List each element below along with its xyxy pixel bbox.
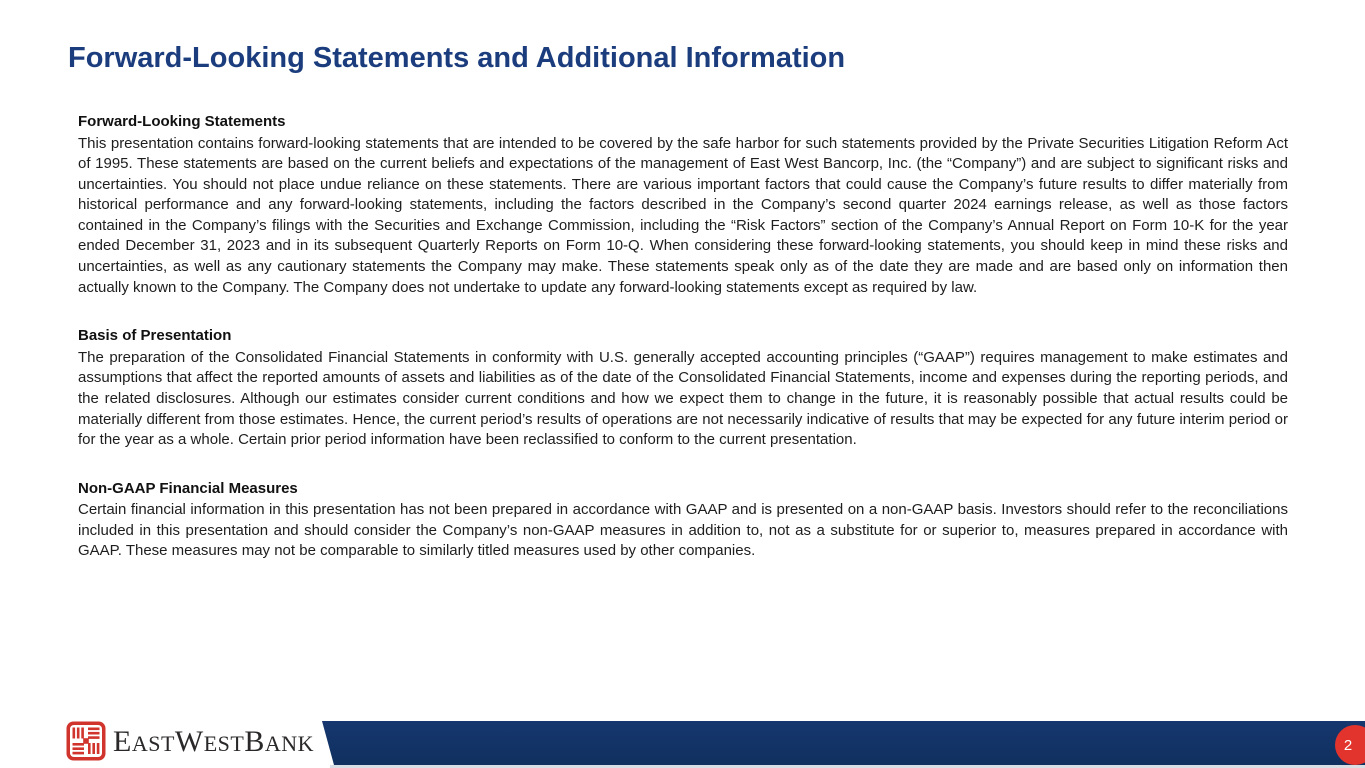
slide-body <box>78 112 1288 590</box>
logo-letter: E <box>113 725 132 758</box>
section-heading: Basis of Presentation <box>78 327 232 345</box>
logo-letters: AST <box>131 731 175 756</box>
page-title: Forward-Looking Statements and Additional Information <box>68 42 846 74</box>
section-heading: Non-GAAP Financial Measures <box>78 479 298 497</box>
section-paragraph: The preparation of the Consolidated Financial Statements in conformity with U.S. generally accepted accounting principles (“GAAP”) requires management to make estimates and assumptions that affect the reported amounts of assets and liabilities as of the date of the Consolidated Financial Statements, income and expenses during the reporting periods, and the related disclosures. Although our estimates consider current conditions and how we expect them to change in the future, it is reasonably possible that actual results could be materially different from those estimates. Hence, the current period’s results of operations are not necessarily indicative of results that may be expected for any future interim period or for the year as a whole. Certain prior period information have been reclassified to conform to the current presentation. <box>78 348 1288 449</box>
section-heading: Forward-Looking Statements <box>78 113 286 130</box>
east-west-bank-logo-text <box>113 727 314 761</box>
logo-letters: ANK <box>264 731 315 756</box>
page-number: 2 <box>1343 736 1353 754</box>
section-paragraph: Certain financial information in this presentation has not been prepared in accordance with GAAP and is presented on a non-GAAP basis. Investors should refer to the reconciliations included in this presentation and should consider the Company’s non-GAAP measures in addition to, not as a substitute for or superior to, measures prepared in accordance with GAAP. These measures may not be comparable to similarly titled measures used by other companies. <box>78 501 1288 560</box>
east-west-bank-logo <box>66 719 314 761</box>
section-paragraph: This presentation contains forward-looking statements that are intended to be covered by the safe harbor for such statements provided by the Private Securities Litigation Reform Act of 1995. These statements are based on the current beliefs and expectations of the management of East West Bancorp, Inc. (the “Company”) and are subject to significant risks and uncertainties. You should not place undue reliance on these statements. There are various important factors that could cause the Company’s future results to differ materially from historical performance and any forward-looking statements, including the factors described in the Company’s second quarter 2024 earnings release, as well as those factors contained in the Company’s filings with the Securities and Exchange Commission, including the “Risk Factors” section of the Company’s Annual Report on Form 10-K for the year ended December 31, 2023 and in its subsequent Quarterly Reports on Form 10-Q. When considering these forward-looking statements, you should keep in mind these risks and uncertainties, as well as any cautionary statements the Company may make. These statements speak only as of the date they are made and are based only on information then actually known to the Company. The Company does not undertake to update any forward-looking statements except as required by law. <box>78 134 1288 296</box>
logo-letter: W <box>174 725 204 758</box>
section-forward-looking-statements <box>78 112 1288 298</box>
section-basis-of-presentation <box>78 326 1288 450</box>
logo-letters: EST <box>203 731 245 756</box>
logo-letter: B <box>244 725 265 758</box>
section-non-gaap-measures <box>78 479 1288 562</box>
east-west-bank-logo-icon <box>66 721 106 761</box>
